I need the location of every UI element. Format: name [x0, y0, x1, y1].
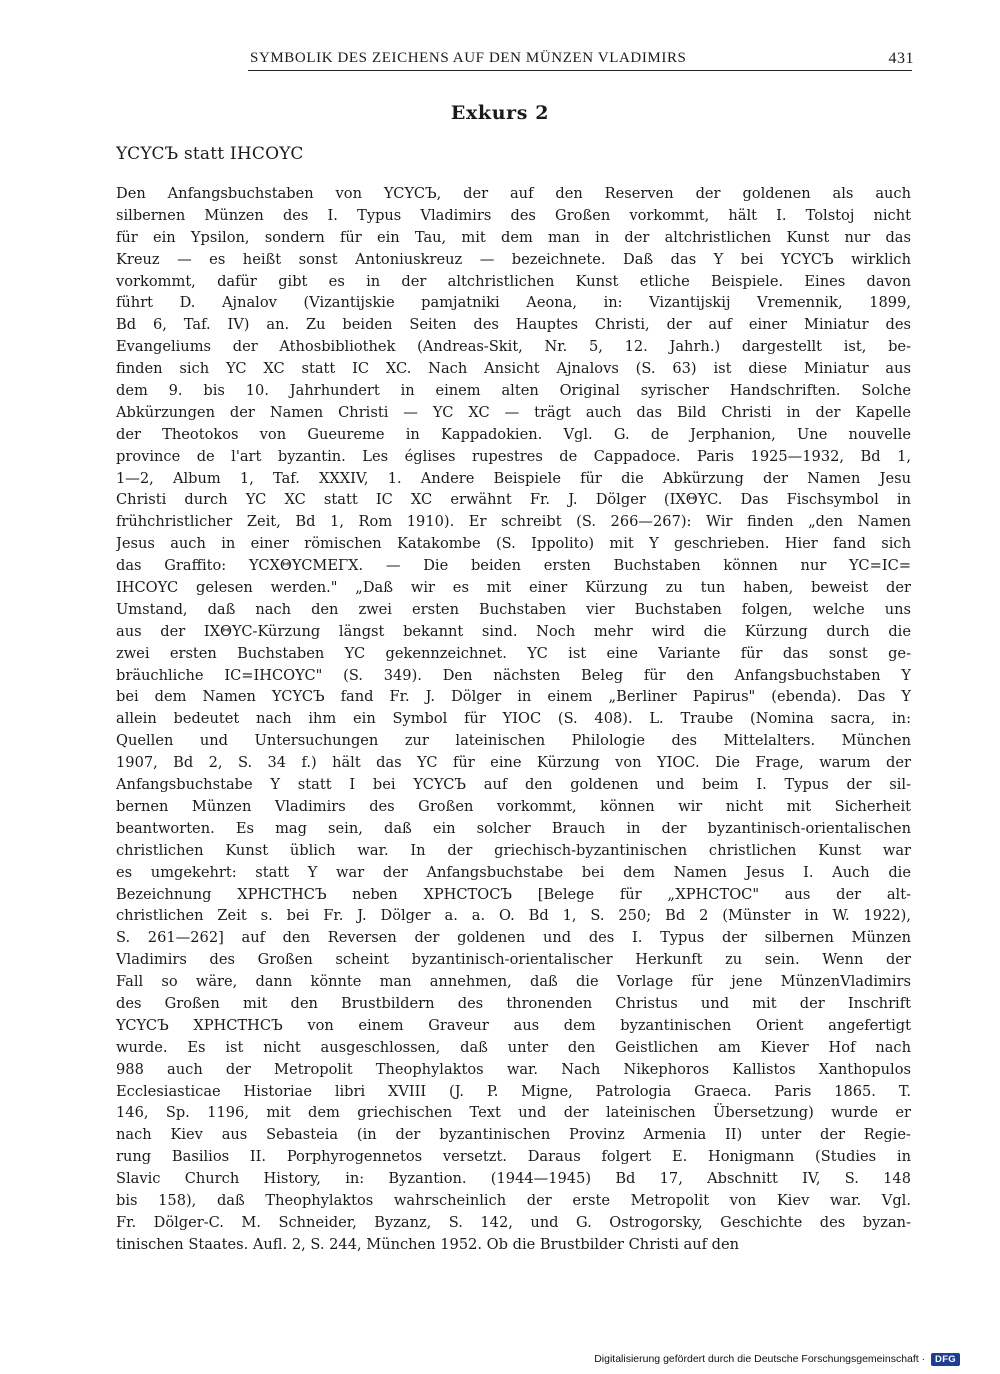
- text-line: Umstand, daß nach den zwei ersten Buchstaben vier Buchstaben folgen, welche uns: [116, 600, 911, 618]
- section-heading: Exkurs 2: [450, 102, 550, 124]
- text-line: bis 158), daß Theophylaktos wahrscheinlich der erste Metropolit von Kiev war. Vgl.: [116, 1191, 911, 1209]
- text-line: nach Kiev aus Sebasteia (in der byzantinischen Provinz Armenia II) unter der Regie-: [116, 1126, 911, 1144]
- text-line: bei dem Namen YCYCЪ fand Fr. J. Dölger in einem „Berliner Papirus" (ebenda). Das Y: [116, 688, 911, 706]
- text-line: allein bedeutet nach ihm ein Symbol für YIOC (S. 408). L. Traube (Nomina sacra, in:: [116, 710, 911, 728]
- text-line: frühchristlicher Zeit, Bd 1, Rom 1910). Er schreibt (S. 266—267): Wir finden „den Namen: [116, 513, 911, 531]
- text-line: Abkürzungen der Namen Christi — YC XC — trägt auch das Bild Christi in der Kapelle: [116, 403, 911, 421]
- text-line: Kreuz — es heißt sonst Antoniuskreuz — bezeichnete. Daß das Y bei YCYCЪ wirklich: [116, 250, 911, 268]
- text-line: 146, Sp. 1196, mit dem griechischen Text und der lateinischen Übersetzung) wurde er: [116, 1104, 911, 1122]
- text-line: dem 9. bis 10. Jahrhundert in einem alten Original syrischer Handschriften. Solche: [116, 382, 911, 400]
- text-line: Bd 6, Taf. IV) an. Zu beiden Seiten des Hauptes Christi, der auf einer Miniatur des: [116, 316, 911, 334]
- text-line: Christi durch YC XC statt IC XC erwähnt Fr. J. Dölger (IXΘYC. Das Fischsymbol in: [116, 491, 911, 509]
- text-line: Vladimirs des Großen scheint byzantinisch-orientalischer Herkunft zu sein. Wenn der: [116, 951, 911, 969]
- text-line: führt D. Ajnalov (Vizantijskie pamjatniki Aeona, in: Vizantijskij Vremennik, 1899,: [116, 294, 911, 312]
- text-line: bernen Münzen Vladimirs des Großen vorkommt, können wir nicht mit Sicherheit: [116, 797, 911, 815]
- text-line: der Theotokos von Gueureme in Kappadokien. Vgl. G. de Jerphanion, Une nouvelle: [116, 425, 911, 443]
- text-line: Ecclesiasticae Historiae libri XVIII (J. P. Migne, Patrologia Graeca. Paris 1865. T.: [116, 1082, 911, 1100]
- text-line: bräuchliche IC=IHCOYC" (S. 349). Den nächsten Beleg für den Anfangsbuchstaben Y: [116, 666, 911, 684]
- text-line: Bezeichnung XPHCTHCЪ neben XPHCTOCЪ [Belege für „XPHCTOC" aus der alt-: [116, 885, 911, 903]
- text-line: 988 auch der Metropolit Theophylaktos war. Nach Nikephoros Kallistos Xanthopulos: [116, 1060, 911, 1078]
- funding-footer: [594, 1353, 960, 1366]
- text-line: vorkommt, dafür gibt es in der altchristlichen Kunst etliche Beispiele. Eines davon: [116, 272, 911, 290]
- running-header: [248, 50, 912, 71]
- text-line: Jesus auch in einer römischen Katakombe (S. Ippolito) mit Y geschrieben. Hier fand sich: [116, 535, 911, 553]
- text-line: beantworten. Es mag sein, daß ein solcher Brauch in der byzantinisch-orientalischen: [116, 819, 911, 837]
- text-line: YCYCЪ XPHCTHCЪ von einem Graveur aus dem byzantinischen Orient angefertigt: [116, 1016, 911, 1034]
- text-line: Evangeliums der Athosbibliothek (Andreas-Skit, Nr. 5, 12. Jahrh.) dargestellt ist, be-: [116, 338, 911, 356]
- text-line: Quellen und Untersuchungen zur lateinischen Philologie des Mittelalters. München: [116, 732, 911, 750]
- text-line: christlichen Kunst üblich war. In der griechisch-byzantinischen christlichen Kunst war: [116, 841, 911, 859]
- text-line: Fr. Dölger-C. M. Schneider, Byzanz, S. 142, und G. Ostrogorsky, Geschichte des byzan-: [116, 1213, 911, 1231]
- text-line: Fall so wäre, dann könnte man annehmen, daß die Vorlage für jene MünzenVladimirs: [116, 973, 911, 991]
- text-line: Anfangsbuchstabe Y statt I bei YCYCЪ auf den goldenen und beim I. Typus der sil-: [116, 776, 911, 794]
- body-text: [116, 183, 911, 1256]
- section-subtitle: YCYCЪ statt IHCOYC: [116, 144, 304, 164]
- dfg-logo: DFG: [931, 1353, 960, 1366]
- text-line: 1—2, Album 1, Taf. XXXIV, 1. Andere Beispiele für die Abkürzung der Namen Jesu: [116, 469, 911, 487]
- text-line: es umgekehrt: statt Y war der Anfangsbuchstabe bei dem Namen Jesus I. Auch die: [116, 863, 911, 881]
- text-line: aus der IXΘYC-Kürzung längst bekannt sind. Noch mehr wird die Kürzung durch die: [116, 622, 911, 640]
- text-line: christlichen Zeit s. bei Fr. J. Dölger a. a. O. Bd 1, S. 250; Bd 2 (Münster in W. 1922),: [116, 907, 911, 925]
- text-line: rung Basilios II. Porphyrogennetos versetzt. Daraus folgert E. Honigmann (Studies in: [116, 1148, 911, 1166]
- text-line: finden sich YC XC statt IC XC. Nach Ansicht Ajnalovs (S. 63) ist diese Miniatur aus: [116, 360, 911, 378]
- text-line: 1907, Bd 2, S. 34 f.) hält das YC für eine Kürzung von YIOC. Die Frage, warum der: [116, 754, 911, 772]
- text-line: silbernen Münzen des I. Typus Vladimirs des Großen vorkommt, hält I. Tolstoj nicht: [116, 206, 911, 224]
- text-line: Slavic Church History, in: Byzantion. (1944—1945) Bd 17, Abschnitt IV, S. 148: [116, 1170, 911, 1188]
- text-line: province de l'art byzantin. Les églises rupestres de Cappadoce. Paris 1925—1932, Bd 1,: [116, 447, 911, 465]
- text-line: des Großen mit den Brustbildern des thronenden Christus und mit der Inschrift: [116, 994, 911, 1012]
- footer-text: Digitalisierung gefördert durch die Deutsche Forschungsgemeinschaft ·: [594, 1353, 926, 1365]
- running-title: SYMBOLIK DES ZEICHENS AUF DEN MÜNZEN VLADIMIRS: [250, 50, 687, 66]
- text-line: Den Anfangsbuchstaben von YCYCЪ, der auf den Reserven der goldenen als auch: [116, 185, 911, 202]
- text-line: S. 261—262] auf den Reversen der goldenen und des I. Typus der silbernen Münzen: [116, 929, 911, 947]
- text-line: wurde. Es ist nicht ausgeschlossen, daß unter den Geistlichen am Kiever Hof nach: [116, 1038, 911, 1056]
- text-line: das Graffito: YCXΘYCMEΓX. — Die beiden ersten Buchstaben können nur YC=IC=: [116, 557, 911, 575]
- text-line: zwei ersten Buchstaben YC gekennzeichnet. YC ist eine Variante für das sonst ge-: [116, 644, 911, 662]
- text-line: IHCOYC gelesen werden." „Daß wir es mit einer Kürzung zu tun haben, beweist der: [116, 579, 911, 597]
- text-line: für ein Ypsilon, sondern für ein Tau, mit dem man in der altchristlichen Kunst nur das: [116, 228, 911, 246]
- page-number: 431: [888, 50, 914, 67]
- text-line: tinischen Staates. Aufl. 2, S. 244, München 1952. Ob die Brustbilder Christi auf den: [116, 1235, 740, 1253]
